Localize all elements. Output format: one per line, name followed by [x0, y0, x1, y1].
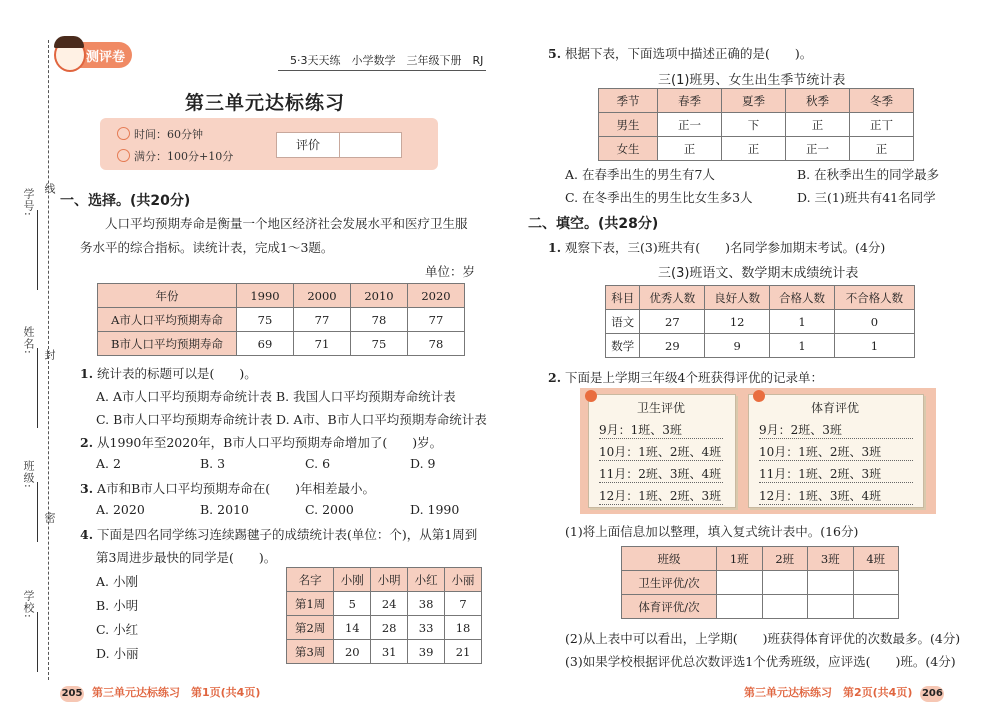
question-text: 统计表的标题可以是( )。	[97, 366, 257, 381]
option-c[interactable]: C. 6	[305, 456, 331, 471]
pin-icon	[753, 390, 765, 402]
shuttlecock-table	[286, 567, 482, 664]
table-header-cell: 小刚	[334, 568, 371, 592]
table-header-cell: 4班	[853, 547, 899, 571]
life-expectancy-table	[97, 283, 465, 356]
table-cell: 7	[445, 592, 482, 616]
table-header-cell: 小明	[371, 568, 408, 592]
question-number: 1.	[80, 366, 94, 381]
question-number: 3.	[80, 481, 94, 496]
option-a[interactable]: A. 2	[96, 456, 121, 471]
table-title: 三(3)班语文、数学期末成绩统计表	[658, 266, 859, 281]
binding-char-mi: 密	[43, 512, 56, 524]
tally-cell: 正一	[786, 137, 850, 161]
question-text: 观察下表，三(3)班共有( )名同学参加期末考试。(4分)	[565, 240, 886, 255]
table-row	[622, 595, 899, 619]
table-header-cell: 冬季	[850, 89, 914, 113]
question-text: 从1990年至2020年，B市人口平均预期寿命增加了( )岁。	[97, 435, 443, 450]
tally-cell: 正	[850, 137, 914, 161]
option-c[interactable]: C. 2000	[305, 502, 354, 517]
table-cell: 卫生评优/次	[622, 571, 717, 595]
table-cell: 语文	[606, 310, 640, 334]
table-cell: 第2周	[287, 616, 334, 640]
option-d[interactable]: D. A市、B市人口平均预期寿命统计表	[276, 412, 487, 427]
score-info	[117, 148, 233, 164]
class-field[interactable]	[37, 482, 38, 542]
table-row	[606, 334, 915, 358]
question-number: 2.	[80, 435, 94, 450]
clock-icon	[117, 127, 130, 140]
table-row	[98, 332, 465, 356]
option-b[interactable]: B. 在秋季出生的同学最多	[797, 167, 940, 182]
question-number: 2.	[548, 370, 562, 385]
card-row: 10月：1班、2班、3班	[759, 443, 913, 461]
table-cell: 12	[705, 310, 770, 334]
tally-cell: 下	[722, 113, 786, 137]
table-cell: 27	[640, 310, 705, 334]
unit-label: 单位：岁	[425, 264, 476, 279]
option-b[interactable]: B. 3	[200, 456, 226, 471]
answer-cell[interactable]	[808, 571, 854, 595]
pin-icon	[585, 390, 597, 402]
option-b[interactable]: B. 小明	[96, 598, 139, 613]
table-cell: 78	[408, 332, 465, 356]
table-cell: 女生	[599, 137, 658, 161]
question-text: 下面是上学期三年级4个班获得评优的记录单：	[565, 370, 824, 385]
table-cell: 71	[294, 332, 351, 356]
option-c[interactable]: C. B市人口平均预期寿命统计表	[96, 412, 273, 427]
table-row	[287, 616, 482, 640]
footer-right	[744, 684, 944, 702]
card-row: 10月：1班、2班、4班	[599, 445, 722, 459]
answer-cell[interactable]	[853, 595, 899, 619]
page-title: 第三单元达标练习	[185, 92, 346, 114]
question-number: 5.	[548, 46, 562, 61]
footer-left	[60, 684, 260, 702]
student-id-field[interactable]	[37, 210, 38, 290]
card-row: 12月：1班、2班、3班	[599, 489, 722, 503]
card-row: 12月：1班、3班、4班	[759, 487, 913, 505]
hygiene-card	[588, 394, 736, 508]
option-d[interactable]: D. 1990	[410, 502, 460, 517]
option-c[interactable]: C. 在冬季出生的男生比女生多3人	[565, 190, 753, 205]
table-row	[287, 592, 482, 616]
table-cell: 21	[445, 640, 482, 664]
student-name-label: 姓名:	[22, 326, 35, 355]
table-cell: 28	[371, 616, 408, 640]
card-title: 体育评优	[811, 401, 860, 415]
table-row	[606, 310, 915, 334]
answer-cell[interactable]	[762, 595, 808, 619]
option-d[interactable]: D. 9	[410, 456, 436, 471]
answer-cell[interactable]	[717, 595, 763, 619]
tally-cell: 正	[658, 137, 722, 161]
fill-question-1	[548, 238, 885, 256]
tally-cell: 正丅	[850, 113, 914, 137]
table-cell: 第3周	[287, 640, 334, 664]
table-header-cell: 小红	[408, 568, 445, 592]
answer-cell[interactable]	[808, 595, 854, 619]
question-2	[80, 433, 442, 451]
answer-cell[interactable]	[762, 571, 808, 595]
answer-cell[interactable]	[853, 571, 899, 595]
table-cell: 1	[770, 334, 835, 358]
table-title: 三(1)班男、女生出生季节统计表	[658, 73, 846, 88]
table-header-cell: 秋季	[786, 89, 850, 113]
table-cell: 18	[445, 616, 482, 640]
table-cell: 31	[371, 640, 408, 664]
question-number: 4.	[80, 527, 94, 542]
table-header-cell: 良好人数	[705, 286, 770, 310]
card-row: 11月：1班、2班、3班	[759, 465, 913, 483]
binding-char-xian: 线	[43, 183, 56, 195]
table-row	[599, 137, 914, 161]
table-header-cell: 春季	[658, 89, 722, 113]
table-header-cell: 优秀人数	[640, 286, 705, 310]
school-label: 学校:	[22, 590, 35, 619]
table-cell: 69	[237, 332, 294, 356]
table-cell: 1	[834, 334, 914, 358]
table-header-cell: 科目	[606, 286, 640, 310]
student-name-field[interactable]	[37, 348, 38, 428]
time-info	[117, 126, 203, 142]
binding-char-feng: 封	[43, 349, 56, 361]
table-header-cell: 1990	[237, 284, 294, 308]
table-row	[622, 571, 899, 595]
option-a[interactable]: A. 小刚	[96, 574, 138, 589]
score-text: 满分：100分+10分	[134, 150, 234, 163]
intro-line2: 务水平的综合指标。读统计表，完成1～3题。	[80, 240, 334, 255]
table-cell: 14	[334, 616, 371, 640]
table-header-cell: 2000	[294, 284, 351, 308]
birth-season-table	[598, 88, 914, 161]
option-d[interactable]: D. 小丽	[96, 646, 139, 661]
question-text: A市和B市人口平均预期寿命在( )年相差最小。	[97, 481, 376, 496]
table-cell: 0	[834, 310, 914, 334]
card-row: 9月：2班、3班	[759, 421, 913, 439]
table-header-cell: 2020	[408, 284, 465, 308]
table-header-cell: 2班	[762, 547, 808, 571]
intro-line1: 人口平均预期寿命是衡量一个地区经济社会发展水平和医疗卫生服	[105, 216, 468, 231]
table-header-cell: 年份	[98, 284, 237, 308]
table-header-cell: 合格人数	[770, 286, 835, 310]
option-b[interactable]: B. 我国人口平均预期寿命统计表	[276, 389, 456, 404]
table-cell: 75	[351, 332, 408, 356]
sports-card	[748, 394, 924, 508]
table-cell: 体育评优/次	[622, 595, 717, 619]
tally-cell: 正	[722, 137, 786, 161]
sub-question-2: (2)从上表中可以看出，上学期( )班获得体育评优的次数最多。(4分)	[565, 631, 961, 646]
school-field[interactable]	[37, 612, 38, 672]
table-row	[287, 640, 482, 664]
table-cell: 1	[770, 310, 835, 334]
table-cell: 78	[351, 308, 408, 332]
question-text: 下面是四名同学练习连续踢毽子的成绩统计表(单位：个)，从第1周到	[97, 527, 478, 542]
table-header-cell: 季节	[599, 89, 658, 113]
question-3	[80, 479, 375, 497]
table-cell: 29	[640, 334, 705, 358]
question-number: 1.	[548, 240, 562, 255]
table-cell: 39	[408, 640, 445, 664]
sub-question-1: (1)将上面信息加以整理，填入复式统计表中。(16分)	[565, 524, 859, 539]
table-cell: B市人口平均预期寿命	[98, 332, 237, 356]
option-b[interactable]: B. 2010	[200, 502, 249, 517]
sub-question-3: (3)如果学校根据评优总次数评选1个优秀班级，应评选( )班。(4分)	[565, 654, 956, 669]
time-text: 时间：60分钟	[134, 128, 203, 141]
exam-results-table	[605, 285, 915, 358]
header-rule	[278, 70, 486, 71]
table-cell: 77	[408, 308, 465, 332]
class-label: 班级:	[22, 460, 35, 489]
question-4	[80, 525, 477, 543]
table-cell: 38	[408, 592, 445, 616]
option-c[interactable]: C. 小红	[96, 622, 139, 637]
table-header-cell: 不合格人数	[834, 286, 914, 310]
table-cell: 33	[408, 616, 445, 640]
table-cell: 77	[294, 308, 351, 332]
table-header-cell: 小丽	[445, 568, 482, 592]
question-4-line2: 第3周进步最快的同学是( )。	[96, 550, 277, 565]
table-header-cell: 2010	[351, 284, 408, 308]
card-row: 9月：1班、3班	[599, 421, 723, 439]
tally-cell: 正一	[658, 113, 722, 137]
table-cell: 5	[334, 592, 371, 616]
question-1	[80, 364, 257, 382]
option-a[interactable]: A. 2020	[96, 502, 145, 517]
card-title: 卫生评优	[637, 401, 686, 415]
evaluation-label: 评价	[277, 133, 340, 157]
series-info: 5·3天天练 小学数学 三年级下册 RJ	[290, 54, 484, 67]
table-header-cell: 1班	[717, 547, 763, 571]
table-cell: 20	[334, 640, 371, 664]
table-cell: 9	[705, 334, 770, 358]
page-number: 206	[920, 686, 944, 702]
table-cell: 75	[237, 308, 294, 332]
tally-cell: 正	[786, 113, 850, 137]
check-icon	[117, 149, 130, 162]
table-cell: 24	[371, 592, 408, 616]
section1-heading: 一、选择。(共20分)	[60, 193, 191, 209]
option-a[interactable]: A. 在春季出生的男生有7人	[565, 167, 715, 182]
cartoon-hair-icon	[54, 36, 84, 48]
table-cell: 第1周	[287, 592, 334, 616]
question-text: 根据下表，下面选项中描述正确的是( )。	[565, 46, 813, 61]
footer-text: 第三单元达标练习 第2页(共4页)	[744, 686, 913, 699]
evaluation-box[interactable]	[276, 132, 402, 158]
section2-heading: 二、填空。(共28分)	[528, 216, 659, 232]
table-row	[98, 308, 465, 332]
table-header-cell: 夏季	[722, 89, 786, 113]
table-cell: A市人口平均预期寿命	[98, 308, 237, 332]
table-header-cell: 班级	[622, 547, 717, 571]
answer-cell[interactable]	[717, 571, 763, 595]
question-5	[548, 44, 812, 62]
badge-text: 测评卷	[86, 50, 126, 65]
page-number: 205	[60, 686, 84, 702]
table-cell: 数学	[606, 334, 640, 358]
table-cell: 男生	[599, 113, 658, 137]
footer-text: 第三单元达标练习 第1页(共4页)	[92, 686, 261, 699]
card-row: 11月：2班、3班、4班	[599, 467, 722, 481]
table-header-cell: 名字	[287, 568, 334, 592]
table-header-cell: 3班	[808, 547, 854, 571]
awards-table	[621, 546, 899, 619]
student-id-label: 学号:	[22, 188, 35, 217]
option-a[interactable]: A. A市人口平均预期寿命统计表	[96, 389, 273, 404]
fill-question-2	[548, 368, 823, 386]
table-row	[599, 113, 914, 137]
option-d[interactable]: D. 三(1)班共有41名同学	[797, 190, 936, 205]
